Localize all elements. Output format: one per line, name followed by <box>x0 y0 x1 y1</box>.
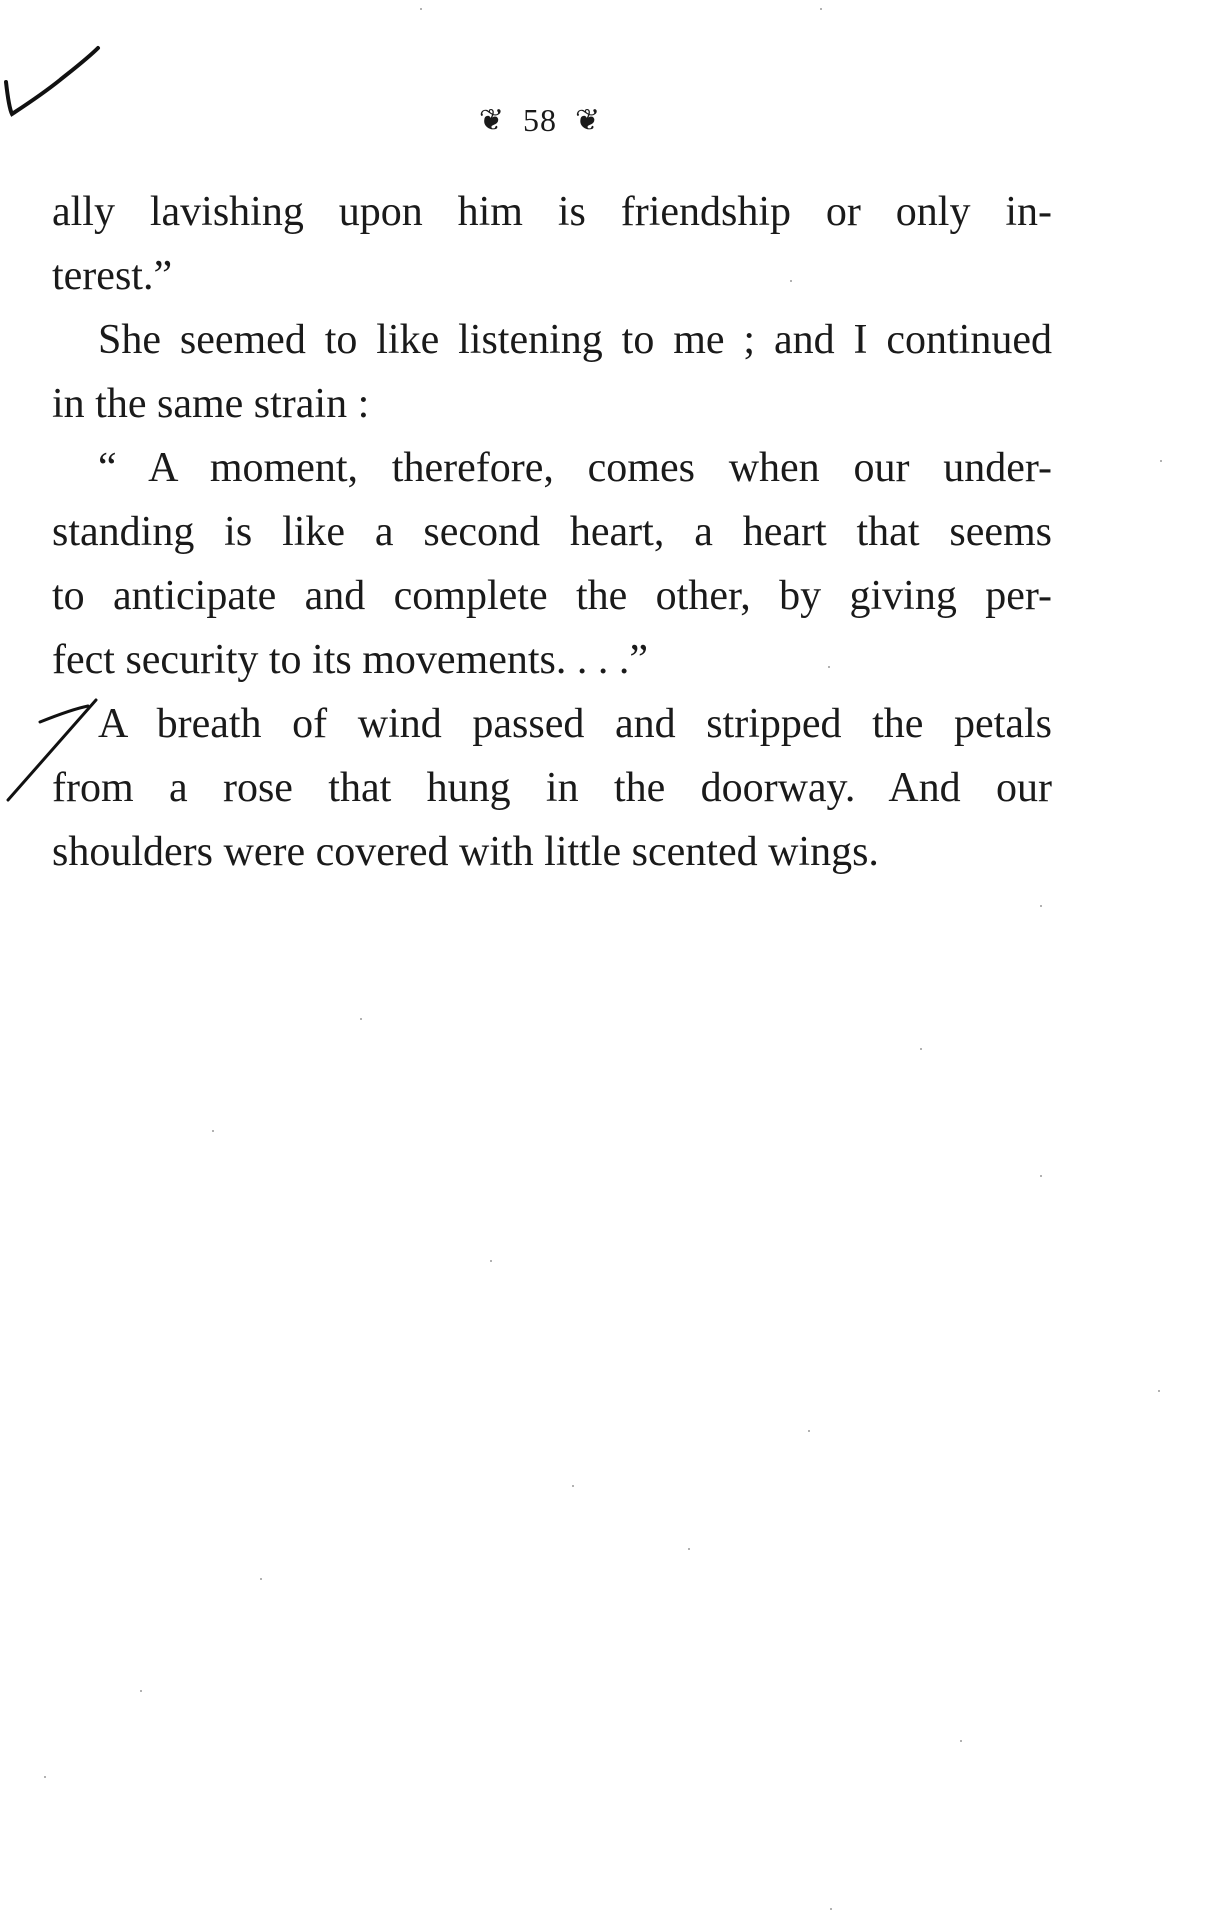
fleuron-left-icon: ❦ <box>478 104 505 138</box>
text-line-1: ally lavishing upon him is friendship or only in- <box>52 189 1052 235</box>
text-line-2: terest.” <box>52 253 173 299</box>
paper-speck <box>820 8 822 10</box>
text-line-9: A breath of wind passed and stripped the petals <box>98 701 1052 747</box>
paper-speck <box>360 1018 362 1020</box>
paper-speck <box>44 1776 46 1778</box>
paper-speck <box>828 666 830 668</box>
paper-speck <box>920 1048 922 1050</box>
body-text <box>52 180 1052 884</box>
paper-speck <box>688 1548 690 1550</box>
paper-speck <box>1040 905 1042 907</box>
page-number: 58 <box>523 102 557 138</box>
paper-speck <box>830 1908 832 1910</box>
text-line-8: fect security to its movements. . . .” <box>52 637 649 683</box>
page-header <box>0 102 1080 141</box>
paper-speck <box>572 1485 574 1487</box>
paper-speck <box>1160 460 1162 462</box>
paper-speck <box>260 1578 262 1580</box>
paper-speck <box>420 8 422 10</box>
text-line-11: shoulders were covered with little scented wings. <box>52 829 879 875</box>
text-line-6: standing is like a second heart, a heart that seems <box>52 509 1052 555</box>
paper-speck <box>960 1740 962 1742</box>
paper-speck <box>212 1130 214 1132</box>
paper-speck <box>1158 1390 1160 1392</box>
fleuron-right-icon: ❦ <box>575 104 602 138</box>
paper-speck <box>140 1690 142 1692</box>
text-line-7: to anticipate and complete the other, by giving per- <box>52 573 1052 619</box>
paper-speck <box>808 1430 810 1432</box>
text-line-4: in the same strain : <box>52 381 370 427</box>
paper-speck <box>790 280 792 282</box>
text-line-3: She seemed to like listening to me ; and I continued <box>98 317 1052 363</box>
paper-speck <box>490 1260 492 1262</box>
text-line-5: “ A moment, therefore, comes when our under- <box>98 445 1052 491</box>
paper-speck <box>1040 1175 1042 1177</box>
text-line-10: from a rose that hung in the doorway. And our <box>52 765 1052 811</box>
